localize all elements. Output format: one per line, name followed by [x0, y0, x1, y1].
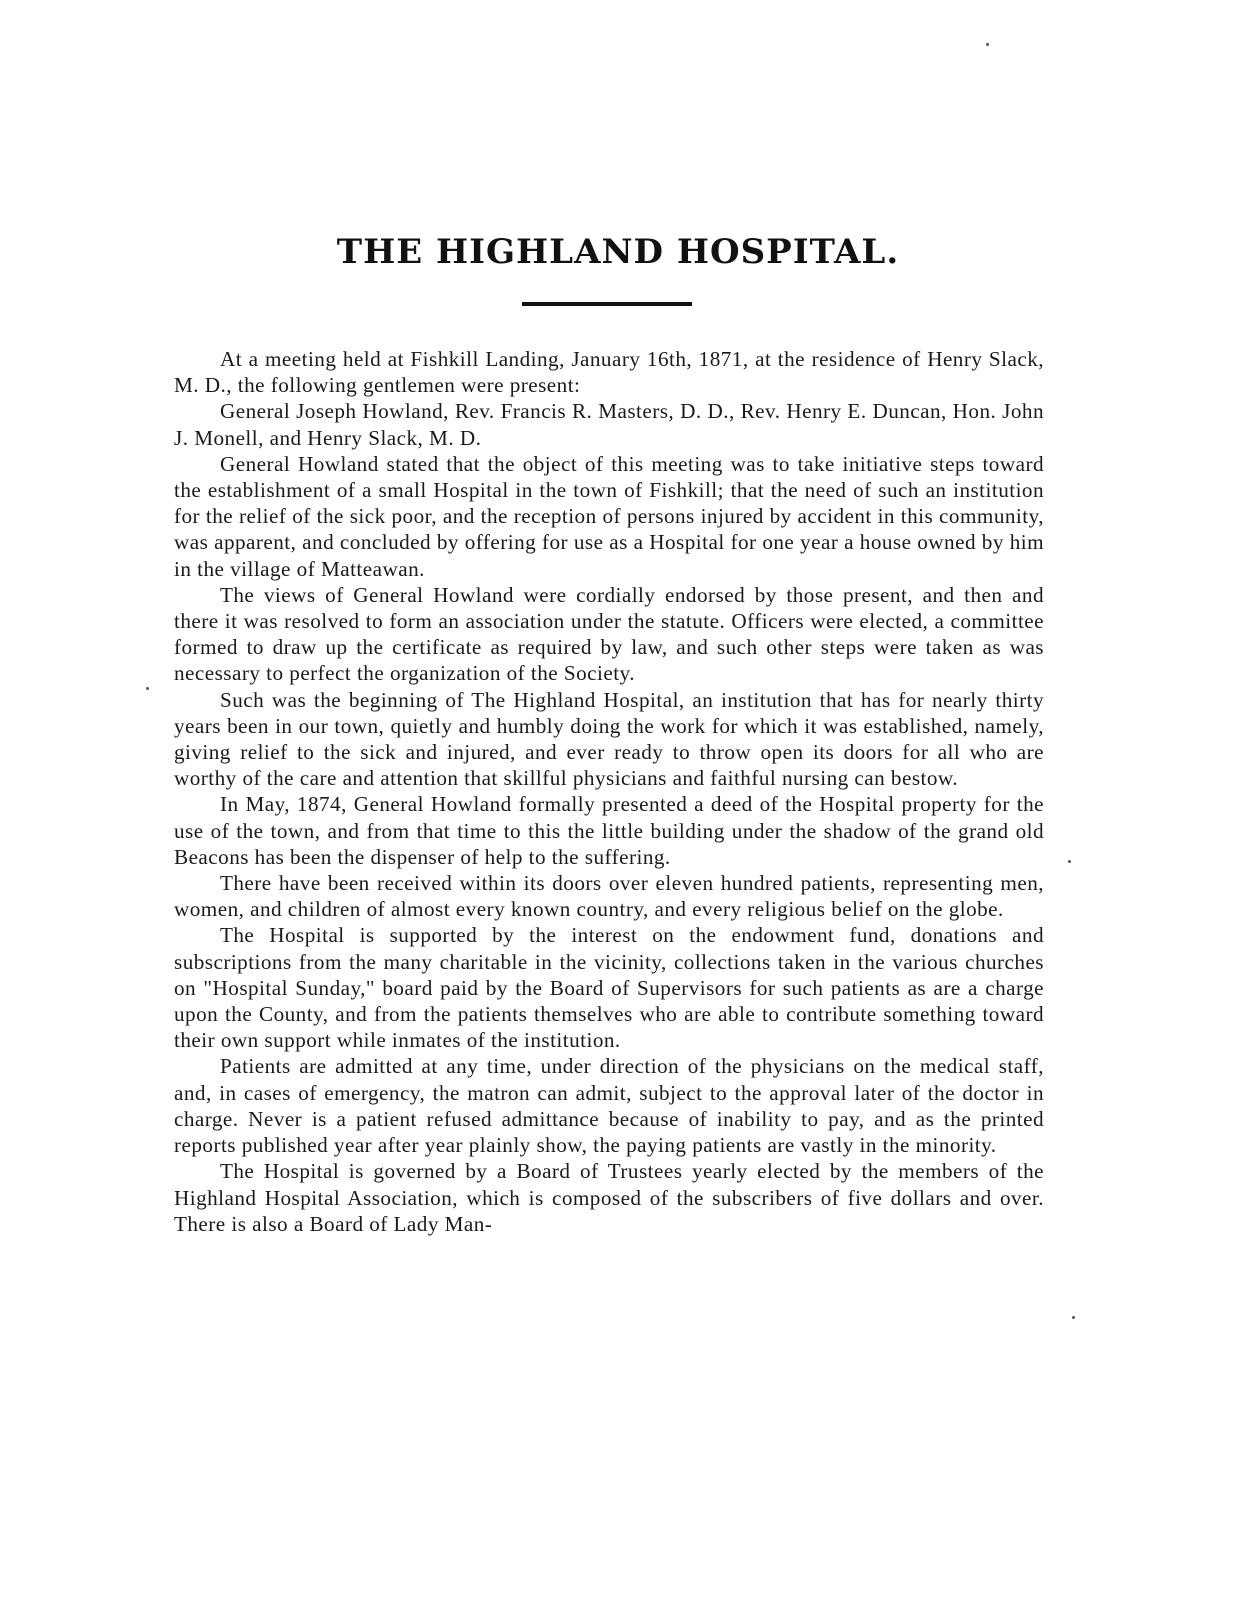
scan-speck — [146, 687, 149, 690]
title-rule — [522, 302, 692, 306]
document-body — [174, 346, 1044, 1237]
paragraph: Patients are admitted at any time, under direction of the physicians on the medical staff, and, in cases of emergency, the matron can admit, subject to the approval later of the doctor in charge. Never is a patient refused admittance because of inability to pay, and as the printed reports published year after year plainly show, the paying patients are vastly in the minority. — [174, 1054, 1044, 1158]
paragraph: There have been received within its doors over eleven hundred patients, representing men, women, and children of almost every known country, and every religious belief on the globe. — [174, 871, 1044, 922]
paragraph: Such was the beginning of The Highland Hospital, an institution that has for nearly thirty years been in our town, quietly and humbly doing the work for which it was established, namely, giving relief to the sick and injured, and ever ready to throw open its doors for all who are worthy of the care and attention that skillful physicians and faithful nursing can bestow. — [174, 687, 1044, 791]
paragraph: The views of General Howland were cordially endorsed by those present, and then and there it was resolved to form an association under the statute. Officers were elected, a committee formed to draw up the certificate as required by law, and such other steps were taken as was necessary to perfect the organization of the Society. — [174, 582, 1044, 686]
scan-speck — [986, 43, 989, 46]
paragraph: At a meeting held at Fishkill Landing, January 16th, 1871, at the residence of Henry Slack, M. D., the following gentlemen were present: — [174, 347, 1044, 398]
scan-speck — [1072, 1316, 1075, 1319]
paragraph: The Hospital is supported by the interest on the endowment fund, donations and subscriptions from the many charitable in the vicinity, collections taken in the various churches on "Hospital Sunday," board paid by the Board of Supervisors for such patients as are a charge upon the County, and from the patients themselves who are able to contribute something toward their own support while inmates of the institution. — [174, 923, 1044, 1053]
paragraph: In May, 1874, General Howland formally presented a deed of the Hospital property for the use of the town, and from that time to this the little building under the shadow of the grand old Beacons has been the dispenser of help to the suffering. — [174, 792, 1044, 869]
paragraph: General Joseph Howland, Rev. Francis R. Masters, D. D., Rev. Henry E. Duncan, Hon. John J. Monell, and Henry Slack, M. D. — [174, 399, 1044, 450]
scan-speck — [1068, 860, 1071, 863]
paragraph: General Howland stated that the object of this meeting was to take initiative steps toward the establishment of a small Hospital in the town of Fishkill; that the need of such an institution for the relief of the sick poor, and the reception of persons injured by accident in this community, was apparent, and concluded by offering for use as a Hospital for one year a house owned by him in the village of Matteawan. — [174, 451, 1044, 581]
paragraph: The Hospital is governed by a Board of Trustees yearly elected by the members of the Highland Hospital Association, which is composed of the subscribers of five dollars and over. There is also a Board of Lady Man- — [174, 1159, 1044, 1236]
page-title: THE HIGHLAND HOSPITAL. — [336, 232, 900, 272]
